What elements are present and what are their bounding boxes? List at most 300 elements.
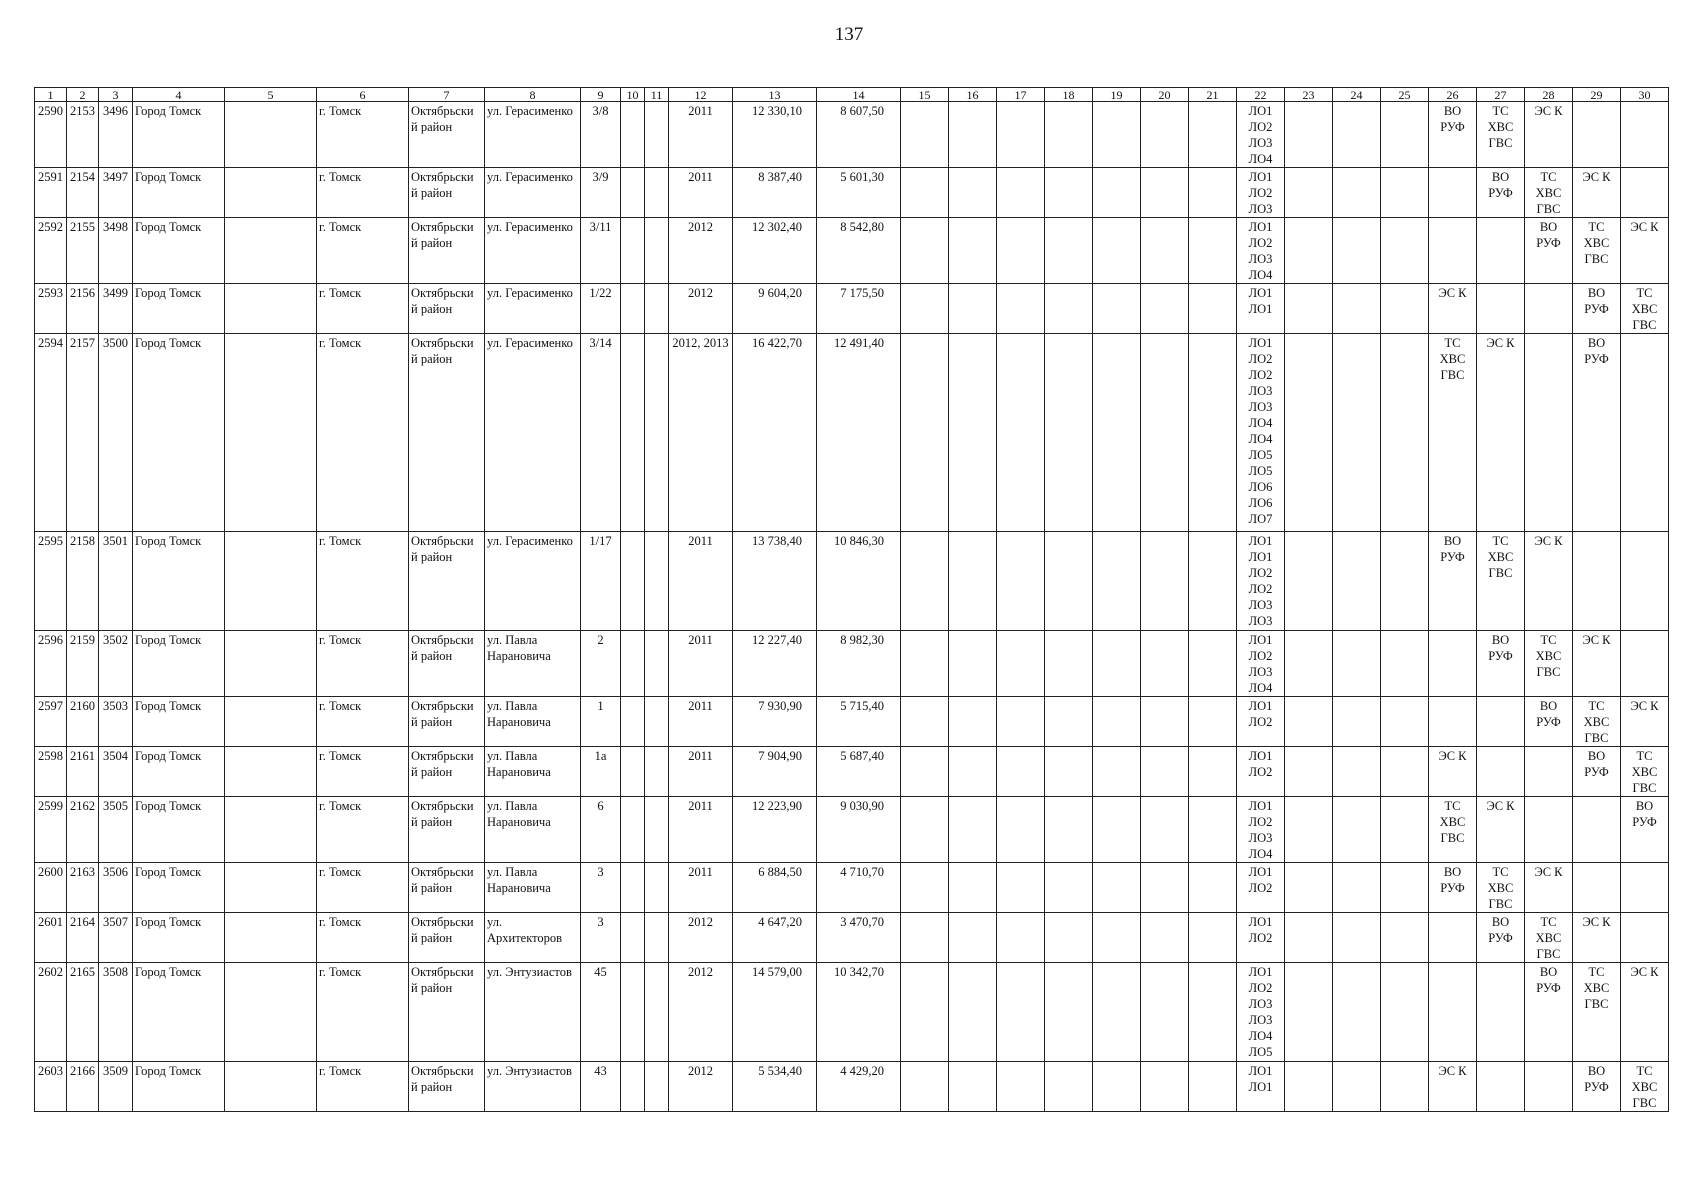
cell-col-13: 9 604,20	[733, 284, 817, 334]
cell-col-20	[1141, 963, 1189, 1062]
cell-col-1: 2602	[35, 963, 67, 1062]
cell-col-1: 2599	[35, 797, 67, 863]
cell-col-29: ТС ХВС ГВС	[1573, 963, 1621, 1062]
cell-col-7: Октябрьски й район	[409, 102, 485, 168]
cell-col-21	[1189, 697, 1237, 747]
cell-col-23	[1285, 631, 1333, 697]
cell-col-28: ВО РУФ	[1525, 697, 1573, 747]
cell-col-30	[1621, 102, 1669, 168]
cell-col-6: г. Томск	[317, 631, 409, 697]
cell-col-7: Октябрьски й район	[409, 334, 485, 532]
cell-col-10	[621, 102, 645, 168]
cell-col-16	[949, 284, 997, 334]
cell-col-8: ул. Энтузиастов	[485, 1062, 581, 1112]
cell-col-13: 8 387,40	[733, 168, 817, 218]
cell-col-20	[1141, 334, 1189, 532]
cell-col-14: 5 715,40	[817, 697, 901, 747]
cell-col-17	[997, 532, 1045, 631]
cell-col-25	[1381, 963, 1429, 1062]
cell-col-17	[997, 797, 1045, 863]
table-row	[35, 631, 1669, 697]
cell-col-27: ТС ХВС ГВС	[1477, 532, 1525, 631]
cell-col-18	[1045, 1062, 1093, 1112]
cell-col-11	[645, 797, 669, 863]
cell-col-17	[997, 697, 1045, 747]
cell-col-4: Город Томск	[133, 334, 225, 532]
cell-col-27: ТС ХВС ГВС	[1477, 863, 1525, 913]
cell-col-23	[1285, 218, 1333, 284]
cell-col-17	[997, 963, 1045, 1062]
table-row	[35, 963, 1669, 1062]
cell-col-22: ЛО1 ЛО2 ЛО3	[1237, 168, 1285, 218]
cell-col-15	[901, 532, 949, 631]
column-header-27: 27	[1477, 88, 1525, 102]
cell-col-16	[949, 963, 997, 1062]
table-row	[35, 1062, 1669, 1112]
cell-col-3: 3503	[99, 697, 133, 747]
cell-col-1: 2593	[35, 284, 67, 334]
cell-col-24	[1333, 168, 1381, 218]
cell-col-2: 2163	[67, 863, 99, 913]
cell-col-27: ЭС К	[1477, 797, 1525, 863]
cell-col-11	[645, 1062, 669, 1112]
column-header-7: 7	[409, 88, 485, 102]
cell-col-18	[1045, 284, 1093, 334]
cell-col-29	[1573, 532, 1621, 631]
cell-col-3: 3501	[99, 532, 133, 631]
cell-col-13: 16 422,70	[733, 334, 817, 532]
cell-col-12: 2011	[669, 697, 733, 747]
cell-col-29: ВО РУФ	[1573, 334, 1621, 532]
cell-col-28	[1525, 747, 1573, 797]
cell-col-20	[1141, 913, 1189, 963]
cell-col-23	[1285, 334, 1333, 532]
cell-col-3: 3509	[99, 1062, 133, 1112]
cell-col-27	[1477, 963, 1525, 1062]
cell-col-13: 6 884,50	[733, 863, 817, 913]
cell-col-10	[621, 284, 645, 334]
cell-col-21	[1189, 218, 1237, 284]
cell-col-7: Октябрьски й район	[409, 631, 485, 697]
cell-col-15	[901, 102, 949, 168]
cell-col-17	[997, 913, 1045, 963]
cell-col-16	[949, 747, 997, 797]
cell-col-6: г. Томск	[317, 747, 409, 797]
cell-col-29: ВО РУФ	[1573, 1062, 1621, 1112]
cell-col-16	[949, 863, 997, 913]
column-header-30: 30	[1621, 88, 1669, 102]
cell-col-27	[1477, 747, 1525, 797]
cell-col-6: г. Томск	[317, 963, 409, 1062]
cell-col-13: 5 534,40	[733, 1062, 817, 1112]
cell-col-3: 3499	[99, 284, 133, 334]
cell-col-25	[1381, 284, 1429, 334]
cell-col-21	[1189, 913, 1237, 963]
column-header-23: 23	[1285, 88, 1333, 102]
cell-col-5	[225, 168, 317, 218]
cell-col-25	[1381, 747, 1429, 797]
cell-col-27	[1477, 218, 1525, 284]
cell-col-1: 2594	[35, 334, 67, 532]
column-header-22: 22	[1237, 88, 1285, 102]
cell-col-21	[1189, 747, 1237, 797]
cell-col-19	[1093, 697, 1141, 747]
cell-col-5	[225, 532, 317, 631]
cell-col-17	[997, 102, 1045, 168]
cell-col-4: Город Томск	[133, 284, 225, 334]
cell-col-9: 2	[581, 631, 621, 697]
column-header-29: 29	[1573, 88, 1621, 102]
column-header-15: 15	[901, 88, 949, 102]
cell-col-3: 3497	[99, 168, 133, 218]
cell-col-30: ТС ХВС ГВС	[1621, 284, 1669, 334]
cell-col-3: 3508	[99, 963, 133, 1062]
cell-col-26	[1429, 697, 1477, 747]
cell-col-21	[1189, 863, 1237, 913]
cell-col-9: 3/8	[581, 102, 621, 168]
cell-col-9: 43	[581, 1062, 621, 1112]
cell-col-25	[1381, 532, 1429, 631]
cell-col-9: 3	[581, 913, 621, 963]
cell-col-5	[225, 913, 317, 963]
cell-col-29: ЭС К	[1573, 168, 1621, 218]
cell-col-10	[621, 747, 645, 797]
cell-col-4: Город Томск	[133, 913, 225, 963]
cell-col-17	[997, 284, 1045, 334]
cell-col-14: 10 846,30	[817, 532, 901, 631]
cell-col-12: 2011	[669, 797, 733, 863]
column-header-14: 14	[817, 88, 901, 102]
cell-col-30	[1621, 334, 1669, 532]
cell-col-17	[997, 631, 1045, 697]
cell-col-9: 1/17	[581, 532, 621, 631]
cell-col-5	[225, 334, 317, 532]
cell-col-23	[1285, 913, 1333, 963]
cell-col-25	[1381, 631, 1429, 697]
cell-col-11	[645, 963, 669, 1062]
cell-col-5	[225, 797, 317, 863]
cell-col-14: 7 175,50	[817, 284, 901, 334]
cell-col-1: 2596	[35, 631, 67, 697]
cell-col-20	[1141, 102, 1189, 168]
cell-col-8: ул. Павла Нарановича	[485, 747, 581, 797]
cell-col-28: ВО РУФ	[1525, 963, 1573, 1062]
cell-col-1: 2595	[35, 532, 67, 631]
column-header-12: 12	[669, 88, 733, 102]
cell-col-10	[621, 334, 645, 532]
cell-col-15	[901, 168, 949, 218]
cell-col-27	[1477, 697, 1525, 747]
cell-col-24	[1333, 532, 1381, 631]
cell-col-7: Октябрьски й район	[409, 913, 485, 963]
cell-col-20	[1141, 168, 1189, 218]
cell-col-7: Октябрьски й район	[409, 532, 485, 631]
cell-col-26	[1429, 218, 1477, 284]
cell-col-22: ЛО1 ЛО2 ЛО3 ЛО4	[1237, 102, 1285, 168]
cell-col-4: Город Томск	[133, 797, 225, 863]
cell-col-11	[645, 913, 669, 963]
cell-col-18	[1045, 168, 1093, 218]
cell-col-5	[225, 102, 317, 168]
cell-col-23	[1285, 747, 1333, 797]
cell-col-17	[997, 863, 1045, 913]
cell-col-6: г. Томск	[317, 697, 409, 747]
cell-col-13: 12 223,90	[733, 797, 817, 863]
cell-col-22: ЛО1 ЛО2 ЛО3 ЛО4	[1237, 797, 1285, 863]
cell-col-14: 5 601,30	[817, 168, 901, 218]
cell-col-29: ЭС К	[1573, 913, 1621, 963]
cell-col-29: ЭС К	[1573, 631, 1621, 697]
cell-col-22: ЛО1 ЛО2	[1237, 697, 1285, 747]
cell-col-30: ЭС К	[1621, 697, 1669, 747]
cell-col-21	[1189, 102, 1237, 168]
cell-col-5	[225, 863, 317, 913]
cell-col-10	[621, 218, 645, 284]
cell-col-18	[1045, 532, 1093, 631]
cell-col-26: ЭС К	[1429, 284, 1477, 334]
cell-col-1: 2600	[35, 863, 67, 913]
cell-col-19	[1093, 218, 1141, 284]
cell-col-14: 5 687,40	[817, 747, 901, 797]
cell-col-3: 3496	[99, 102, 133, 168]
cell-col-8: ул. Павла Нарановича	[485, 631, 581, 697]
cell-col-8: ул. Герасименко	[485, 102, 581, 168]
cell-col-19	[1093, 863, 1141, 913]
cell-col-15	[901, 631, 949, 697]
column-header-16: 16	[949, 88, 997, 102]
cell-col-23	[1285, 697, 1333, 747]
cell-col-30: ВО РУФ	[1621, 797, 1669, 863]
cell-col-18	[1045, 697, 1093, 747]
cell-col-2: 2153	[67, 102, 99, 168]
table-row	[35, 102, 1669, 168]
cell-col-11	[645, 532, 669, 631]
cell-col-22: ЛО1 ЛО1	[1237, 1062, 1285, 1112]
cell-col-16	[949, 913, 997, 963]
cell-col-10	[621, 631, 645, 697]
column-header-11: 11	[645, 88, 669, 102]
cell-col-6: г. Томск	[317, 913, 409, 963]
cell-col-24	[1333, 631, 1381, 697]
cell-col-23	[1285, 1062, 1333, 1112]
cell-col-7: Октябрьски й район	[409, 1062, 485, 1112]
cell-col-14: 4 710,70	[817, 863, 901, 913]
cell-col-11	[645, 168, 669, 218]
cell-col-19	[1093, 797, 1141, 863]
cell-col-8: ул. Павла Нарановича	[485, 797, 581, 863]
cell-col-27: ВО РУФ	[1477, 168, 1525, 218]
cell-col-21	[1189, 532, 1237, 631]
cell-col-11	[645, 334, 669, 532]
cell-col-8: ул. Павла Нарановича	[485, 697, 581, 747]
cell-col-15	[901, 334, 949, 532]
cell-col-13: 12 302,40	[733, 218, 817, 284]
cell-col-6: г. Томск	[317, 102, 409, 168]
cell-col-30	[1621, 913, 1669, 963]
cell-col-2: 2159	[67, 631, 99, 697]
cell-col-24	[1333, 963, 1381, 1062]
cell-col-28: ТС ХВС ГВС	[1525, 168, 1573, 218]
cell-col-15	[901, 284, 949, 334]
cell-col-23	[1285, 863, 1333, 913]
cell-col-6: г. Томск	[317, 218, 409, 284]
cell-col-27	[1477, 284, 1525, 334]
cell-col-15	[901, 863, 949, 913]
cell-col-25	[1381, 697, 1429, 747]
cell-col-9: 1а	[581, 747, 621, 797]
cell-col-2: 2161	[67, 747, 99, 797]
cell-col-2: 2156	[67, 284, 99, 334]
cell-col-20	[1141, 532, 1189, 631]
cell-col-9: 3	[581, 863, 621, 913]
table-row	[35, 747, 1669, 797]
cell-col-4: Город Томск	[133, 168, 225, 218]
cell-col-29: ВО РУФ	[1573, 284, 1621, 334]
cell-col-30: ЭС К	[1621, 963, 1669, 1062]
cell-col-5	[225, 218, 317, 284]
cell-col-28	[1525, 284, 1573, 334]
cell-col-26	[1429, 963, 1477, 1062]
cell-col-6: г. Томск	[317, 334, 409, 532]
cell-col-15	[901, 963, 949, 1062]
cell-col-3: 3504	[99, 747, 133, 797]
cell-col-18	[1045, 747, 1093, 797]
cell-col-5	[225, 1062, 317, 1112]
cell-col-5	[225, 284, 317, 334]
cell-col-7: Октябрьски й район	[409, 218, 485, 284]
table-row	[35, 218, 1669, 284]
cell-col-20	[1141, 631, 1189, 697]
cell-col-2: 2162	[67, 797, 99, 863]
cell-col-9: 3/14	[581, 334, 621, 532]
cell-col-18	[1045, 218, 1093, 284]
cell-col-28: ТС ХВС ГВС	[1525, 631, 1573, 697]
cell-col-6: г. Томск	[317, 797, 409, 863]
cell-col-7: Октябрьски й район	[409, 863, 485, 913]
cell-col-4: Город Томск	[133, 963, 225, 1062]
cell-col-11	[645, 747, 669, 797]
cell-col-12: 2012	[669, 913, 733, 963]
cell-col-8: ул. Павла Нарановича	[485, 863, 581, 913]
cell-col-9: 3/11	[581, 218, 621, 284]
cell-col-10	[621, 963, 645, 1062]
cell-col-30	[1621, 863, 1669, 913]
table-row	[35, 334, 1669, 532]
cell-col-4: Город Томск	[133, 102, 225, 168]
cell-col-12: 2011	[669, 102, 733, 168]
cell-col-18	[1045, 863, 1093, 913]
cell-col-13: 7 904,90	[733, 747, 817, 797]
column-header-28: 28	[1525, 88, 1573, 102]
cell-col-24	[1333, 1062, 1381, 1112]
column-header-10: 10	[621, 88, 645, 102]
cell-col-13: 13 738,40	[733, 532, 817, 631]
cell-col-30	[1621, 631, 1669, 697]
cell-col-26: ВО РУФ	[1429, 102, 1477, 168]
cell-col-16	[949, 334, 997, 532]
cell-col-17	[997, 168, 1045, 218]
cell-col-9: 45	[581, 963, 621, 1062]
cell-col-20	[1141, 797, 1189, 863]
cell-col-22: ЛО1 ЛО2	[1237, 747, 1285, 797]
cell-col-15	[901, 913, 949, 963]
cell-col-19	[1093, 1062, 1141, 1112]
table-row	[35, 532, 1669, 631]
cell-col-25	[1381, 218, 1429, 284]
cell-col-10	[621, 913, 645, 963]
cell-col-18	[1045, 631, 1093, 697]
cell-col-3: 3506	[99, 863, 133, 913]
cell-col-3: 3502	[99, 631, 133, 697]
cell-col-26	[1429, 168, 1477, 218]
cell-col-29: ТС ХВС ГВС	[1573, 218, 1621, 284]
cell-col-19	[1093, 334, 1141, 532]
cell-col-16	[949, 631, 997, 697]
cell-col-10	[621, 697, 645, 747]
cell-col-12: 2012	[669, 218, 733, 284]
cell-col-17	[997, 218, 1045, 284]
cell-col-26: ВО РУФ	[1429, 532, 1477, 631]
cell-col-20	[1141, 1062, 1189, 1112]
cell-col-1: 2601	[35, 913, 67, 963]
cell-col-13: 12 227,40	[733, 631, 817, 697]
cell-col-23	[1285, 797, 1333, 863]
cell-col-24	[1333, 913, 1381, 963]
cell-col-20	[1141, 747, 1189, 797]
cell-col-13: 12 330,10	[733, 102, 817, 168]
column-header-4: 4	[133, 88, 225, 102]
cell-col-4: Город Томск	[133, 863, 225, 913]
cell-col-22: ЛО1 ЛО2	[1237, 863, 1285, 913]
cell-col-25	[1381, 168, 1429, 218]
cell-col-12: 2012	[669, 1062, 733, 1112]
cell-col-22: ЛО1 ЛО1 ЛО2 ЛО2 ЛО3 ЛО3	[1237, 532, 1285, 631]
cell-col-1: 2598	[35, 747, 67, 797]
cell-col-30	[1621, 168, 1669, 218]
cell-col-21	[1189, 797, 1237, 863]
cell-col-13: 7 930,90	[733, 697, 817, 747]
cell-col-25	[1381, 102, 1429, 168]
cell-col-8: ул. Архитекторов	[485, 913, 581, 963]
column-header-21: 21	[1189, 88, 1237, 102]
cell-col-22: ЛО1 ЛО2 ЛО2 ЛО3 ЛО3 ЛО4 ЛО4 ЛО5 ЛО5 ЛО6 ЛО6 ЛО7	[1237, 334, 1285, 532]
cell-col-14: 8 542,80	[817, 218, 901, 284]
cell-col-26	[1429, 913, 1477, 963]
cell-col-7: Октябрьски й район	[409, 284, 485, 334]
cell-col-22: ЛО1 ЛО2 ЛО3 ЛО4	[1237, 218, 1285, 284]
cell-col-23	[1285, 963, 1333, 1062]
cell-col-27: ЭС К	[1477, 334, 1525, 532]
cell-col-21	[1189, 963, 1237, 1062]
cell-col-10	[621, 532, 645, 631]
cell-col-18	[1045, 963, 1093, 1062]
cell-col-14: 9 030,90	[817, 797, 901, 863]
column-header-13: 13	[733, 88, 817, 102]
cell-col-6: г. Томск	[317, 168, 409, 218]
cell-col-27: ТС ХВС ГВС	[1477, 102, 1525, 168]
cell-col-17	[997, 1062, 1045, 1112]
cell-col-12: 2011	[669, 863, 733, 913]
column-header-6: 6	[317, 88, 409, 102]
cell-col-3: 3505	[99, 797, 133, 863]
cell-col-26: ВО РУФ	[1429, 863, 1477, 913]
cell-col-19	[1093, 913, 1141, 963]
cell-col-6: г. Томск	[317, 284, 409, 334]
cell-col-20	[1141, 863, 1189, 913]
cell-col-19	[1093, 963, 1141, 1062]
cell-col-4: Город Томск	[133, 1062, 225, 1112]
cell-col-5	[225, 697, 317, 747]
